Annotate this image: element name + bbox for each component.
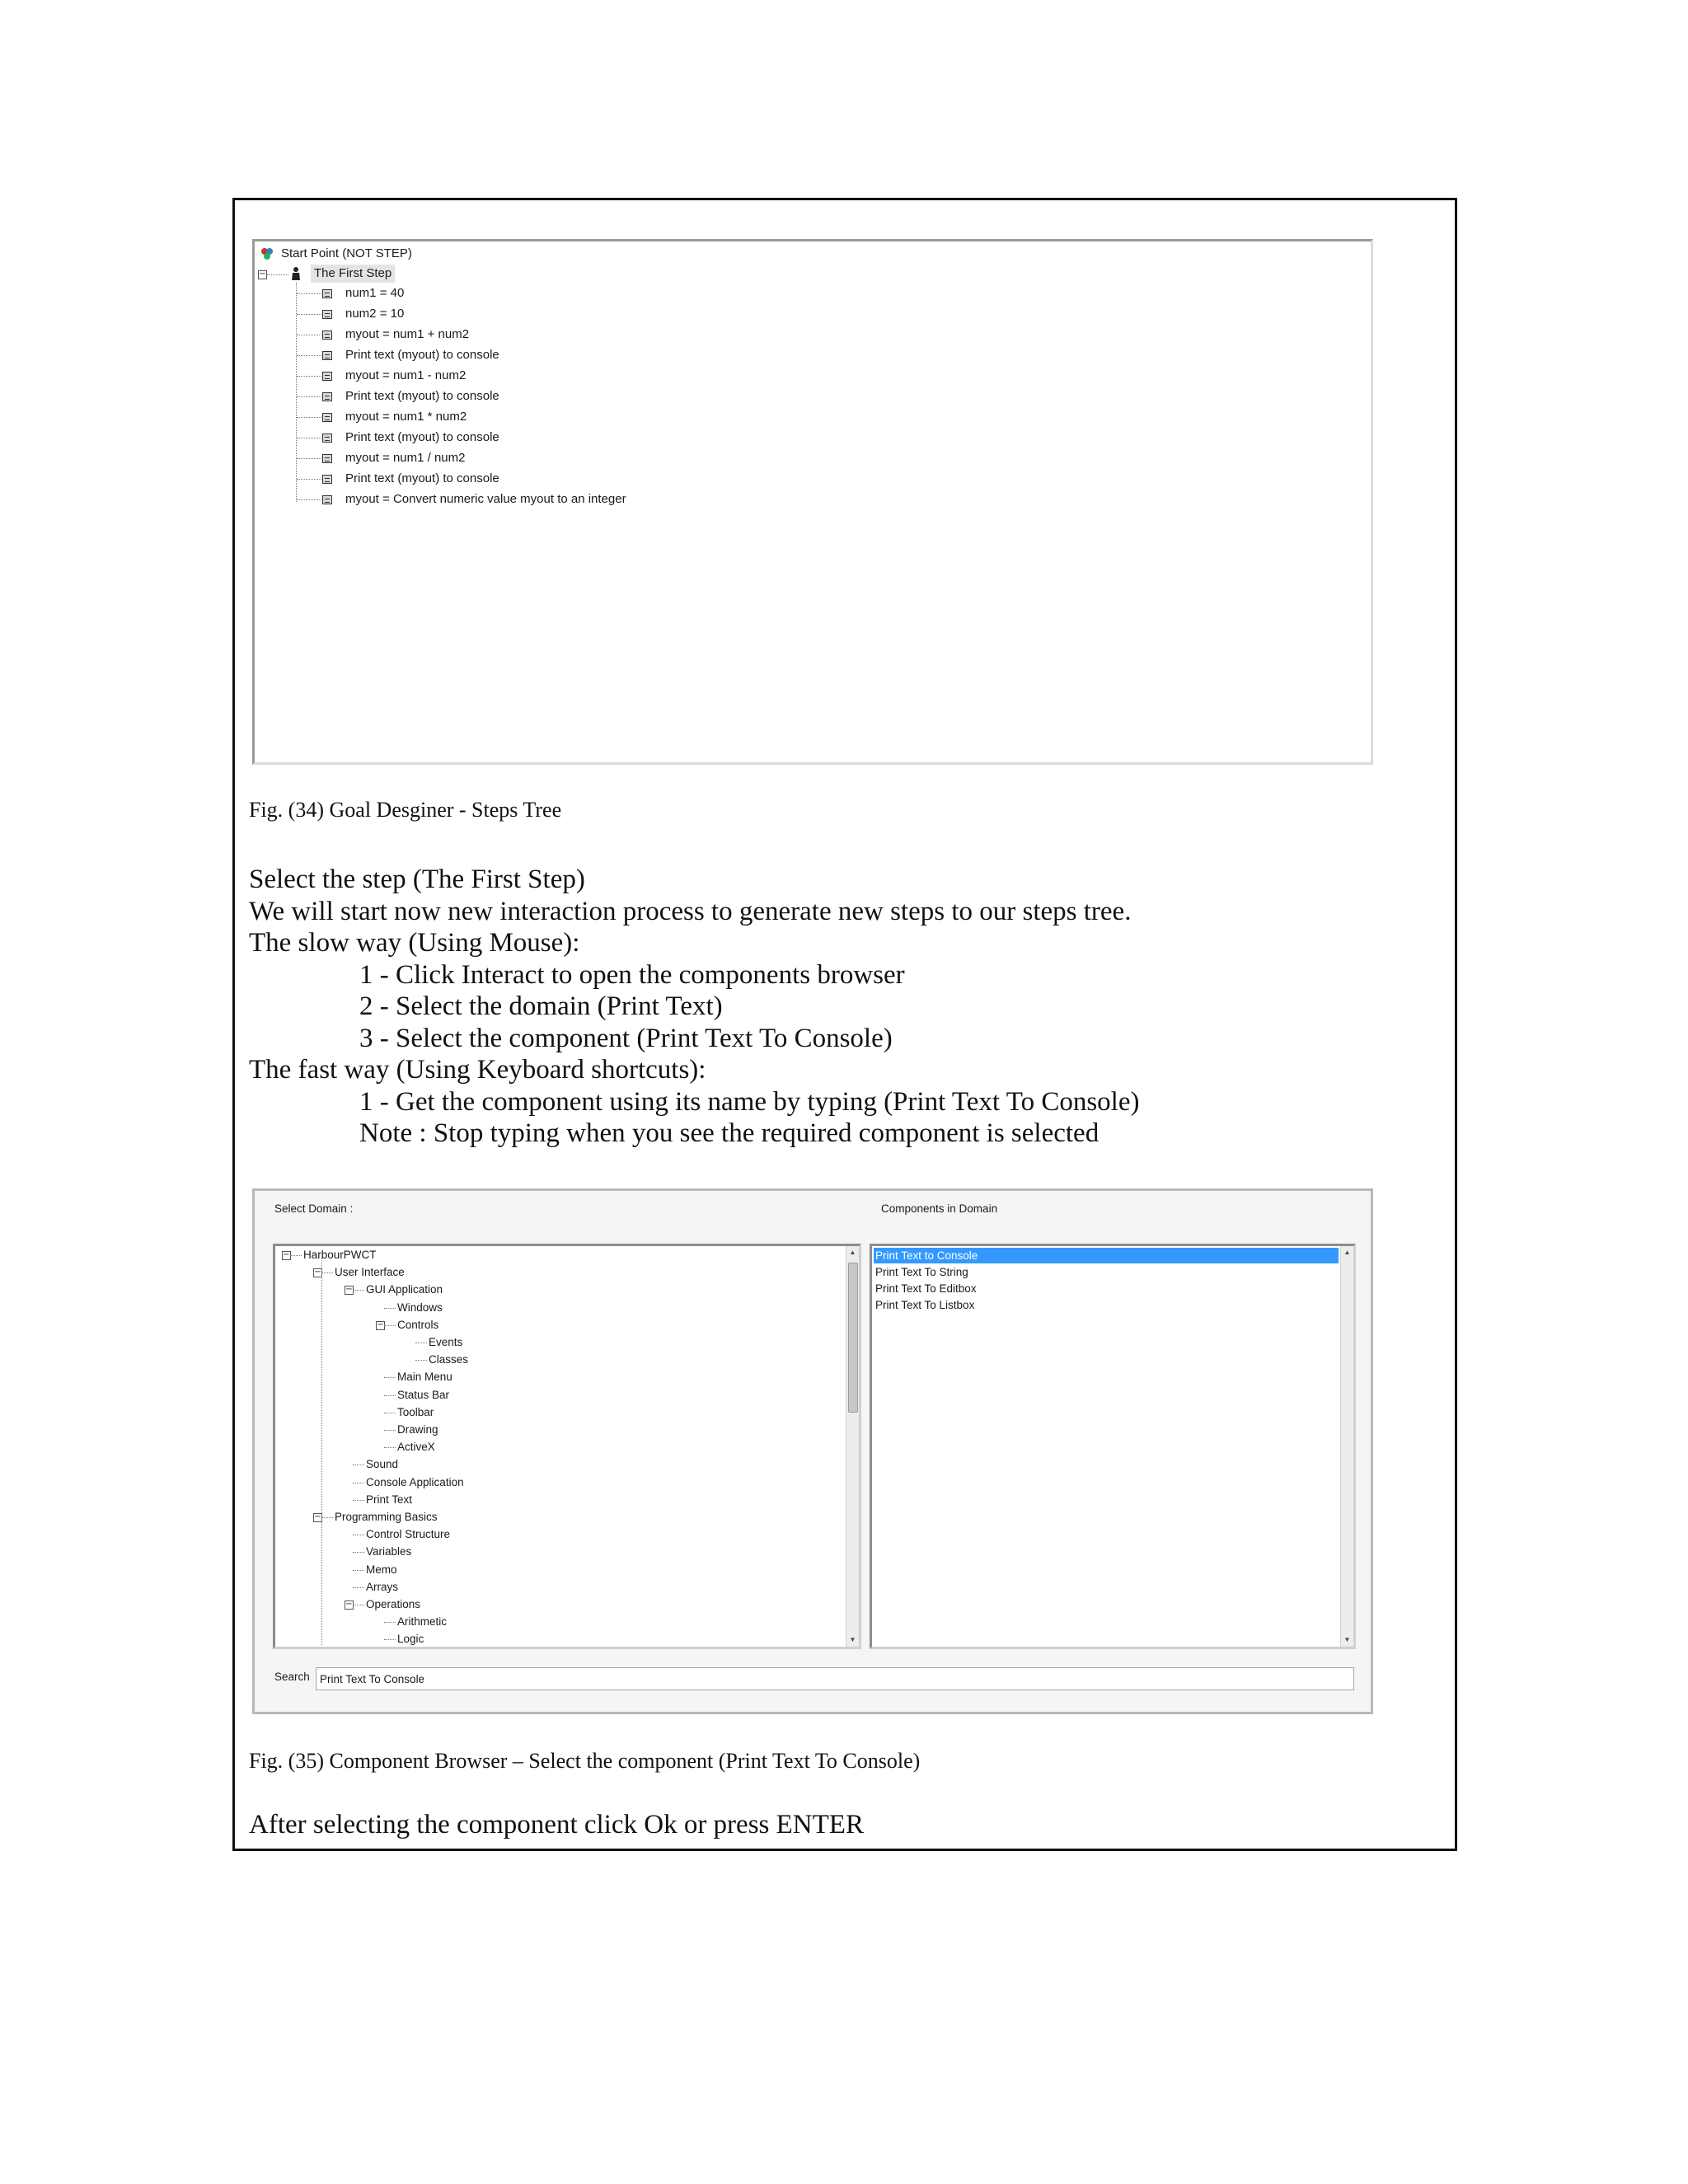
search-label: Search xyxy=(274,1671,310,1683)
step-block-icon xyxy=(322,351,332,360)
domain-tree-item[interactable]: HarbourPWCT xyxy=(303,1249,377,1261)
domain-tree-item[interactable]: Programming Basics xyxy=(335,1511,438,1523)
text-line: 2 - Select the domain (Print Text) xyxy=(359,991,723,1021)
domain-tree-item[interactable]: Status Bar xyxy=(397,1388,450,1401)
collapse-toggle-icon[interactable]: − xyxy=(314,1512,321,1521)
domain-tree-item[interactable]: Memo xyxy=(366,1563,397,1576)
tree-root-label[interactable]: Start Point (NOT STEP) xyxy=(281,246,412,260)
collapse-toggle-icon[interactable]: − xyxy=(314,1268,321,1277)
collapse-toggle-icon[interactable]: − xyxy=(259,269,266,279)
tree-step-item[interactable]: myout = num1 / num2 xyxy=(345,451,466,465)
figure-34-caption: Fig. (34) Goal Desginer - Steps Tree xyxy=(249,798,562,822)
text-line: 1 - Click Interact to open the components browser xyxy=(359,959,905,990)
tree-step-item[interactable]: myout = num1 * num2 xyxy=(345,410,467,424)
domain-tree-item[interactable]: GUI Application xyxy=(366,1283,443,1296)
domain-tree-item[interactable]: Windows xyxy=(397,1301,443,1314)
domain-tree-item[interactable]: Sound xyxy=(366,1458,399,1471)
domain-tree-item[interactable]: Arrays xyxy=(366,1580,399,1593)
instructions-text xyxy=(249,864,1139,1150)
tree-step-item[interactable]: num2 = 10 xyxy=(345,307,405,321)
tree-step-item[interactable]: myout = Convert numeric value myout to an integer xyxy=(345,492,626,506)
step-block-icon xyxy=(322,475,332,484)
scroll-up-icon[interactable]: ▲ xyxy=(1343,1249,1351,1256)
search-input[interactable] xyxy=(316,1667,1354,1690)
components-list-scrollbar[interactable] xyxy=(1340,1246,1353,1647)
component-item[interactable]: Print Text To Listbox xyxy=(875,1299,975,1311)
tree-step-item[interactable]: Print text (myout) to console xyxy=(345,430,499,444)
step-block-icon xyxy=(322,495,332,504)
domain-tree-item[interactable]: Controls xyxy=(397,1318,439,1331)
step-block-icon xyxy=(322,454,332,463)
domain-tree-item[interactable]: Toolbar xyxy=(397,1405,434,1418)
scroll-down-icon[interactable]: ▼ xyxy=(1343,1636,1351,1643)
domain-tree-item[interactable]: Classes xyxy=(429,1353,469,1366)
domain-tree-scrollbar[interactable] xyxy=(846,1246,859,1647)
step-block-icon xyxy=(322,310,332,319)
domain-tree-item[interactable]: Control Structure xyxy=(366,1528,451,1541)
tree-step-item[interactable]: Print text (myout) to console xyxy=(345,389,499,403)
step-block-icon xyxy=(322,392,332,401)
text-line: The slow way (Using Mouse): xyxy=(249,928,580,958)
text-line: Note : Stop typing when you see the required component is selected xyxy=(359,1118,1100,1148)
collapse-toggle-icon[interactable]: − xyxy=(377,1319,384,1329)
step-block-icon xyxy=(322,289,332,298)
component-item-selected[interactable]: Print Text to Console xyxy=(874,1248,1339,1263)
step-block-icon xyxy=(322,434,332,443)
step-block-icon xyxy=(322,372,332,381)
domain-tree-item[interactable]: Console Application xyxy=(366,1475,464,1488)
tree-step-item[interactable]: myout = num1 - num2 xyxy=(345,368,467,382)
domain-tree-item[interactable]: ActiveX xyxy=(397,1441,435,1454)
domain-tree-item[interactable]: Arithmetic xyxy=(397,1615,448,1629)
component-item[interactable]: Print Text To Editbox xyxy=(875,1282,977,1295)
step-block-icon xyxy=(322,413,332,422)
scroll-up-icon[interactable]: ▲ xyxy=(849,1249,856,1256)
tree-first-step[interactable]: The First Step xyxy=(311,265,395,283)
domain-tree-item[interactable]: User Interface xyxy=(335,1266,405,1279)
closing-text: After selecting the component click Ok or press ENTER xyxy=(249,1810,864,1840)
collapse-toggle-icon[interactable]: − xyxy=(345,1285,353,1295)
scroll-thumb[interactable] xyxy=(848,1263,858,1413)
scroll-down-icon[interactable]: ▼ xyxy=(849,1636,856,1643)
tree-step-item[interactable]: myout = num1 + num2 xyxy=(345,327,470,341)
steps-tree-panel[interactable] xyxy=(252,239,1373,765)
domain-tree-item[interactable]: Drawing xyxy=(397,1423,438,1436)
text-line: Select the step (The First Step) xyxy=(249,865,585,894)
text-line: We will start now new interaction process to generate new steps to our steps tree. xyxy=(249,896,1132,926)
collapse-toggle-icon[interactable]: − xyxy=(345,1600,353,1609)
tree-step-item[interactable]: num1 = 40 xyxy=(345,286,405,300)
domain-tree-item[interactable]: Events xyxy=(429,1336,463,1348)
text-line: 1 - Get the component using its name by typing (Print Text To Console) xyxy=(359,1086,1140,1117)
tree-step-item[interactable]: Print text (myout) to console xyxy=(345,348,499,362)
start-point-icon xyxy=(260,246,274,261)
text-line: 3 - Select the component (Print Text To Console) xyxy=(359,1023,893,1053)
domain-tree[interactable] xyxy=(273,1244,861,1649)
domain-tree-item[interactable]: Print Text xyxy=(366,1493,413,1506)
text-line: The fast way (Using Keyboard shortcuts): xyxy=(249,1055,706,1085)
components-in-domain-label: Components in Domain xyxy=(881,1202,998,1215)
collapse-toggle-icon[interactable]: − xyxy=(283,1250,290,1259)
figure-35-caption: Fig. (35) Component Browser – Select the component (Print Text To Console) xyxy=(249,1749,921,1773)
domain-tree-item[interactable]: Main Menu xyxy=(397,1371,452,1384)
component-browser-panel xyxy=(252,1188,1373,1714)
domain-tree-item[interactable]: Operations xyxy=(366,1598,421,1610)
component-item[interactable]: Print Text To String xyxy=(875,1266,968,1278)
step-person-icon xyxy=(291,266,301,281)
components-list[interactable] xyxy=(870,1244,1356,1649)
select-domain-label: Select Domain : xyxy=(274,1202,354,1215)
domain-tree-item[interactable]: Variables xyxy=(366,1545,412,1558)
domain-tree-item[interactable]: Logic xyxy=(397,1633,424,1646)
step-block-icon xyxy=(322,330,332,340)
tree-step-item[interactable]: Print text (myout) to console xyxy=(345,471,499,485)
